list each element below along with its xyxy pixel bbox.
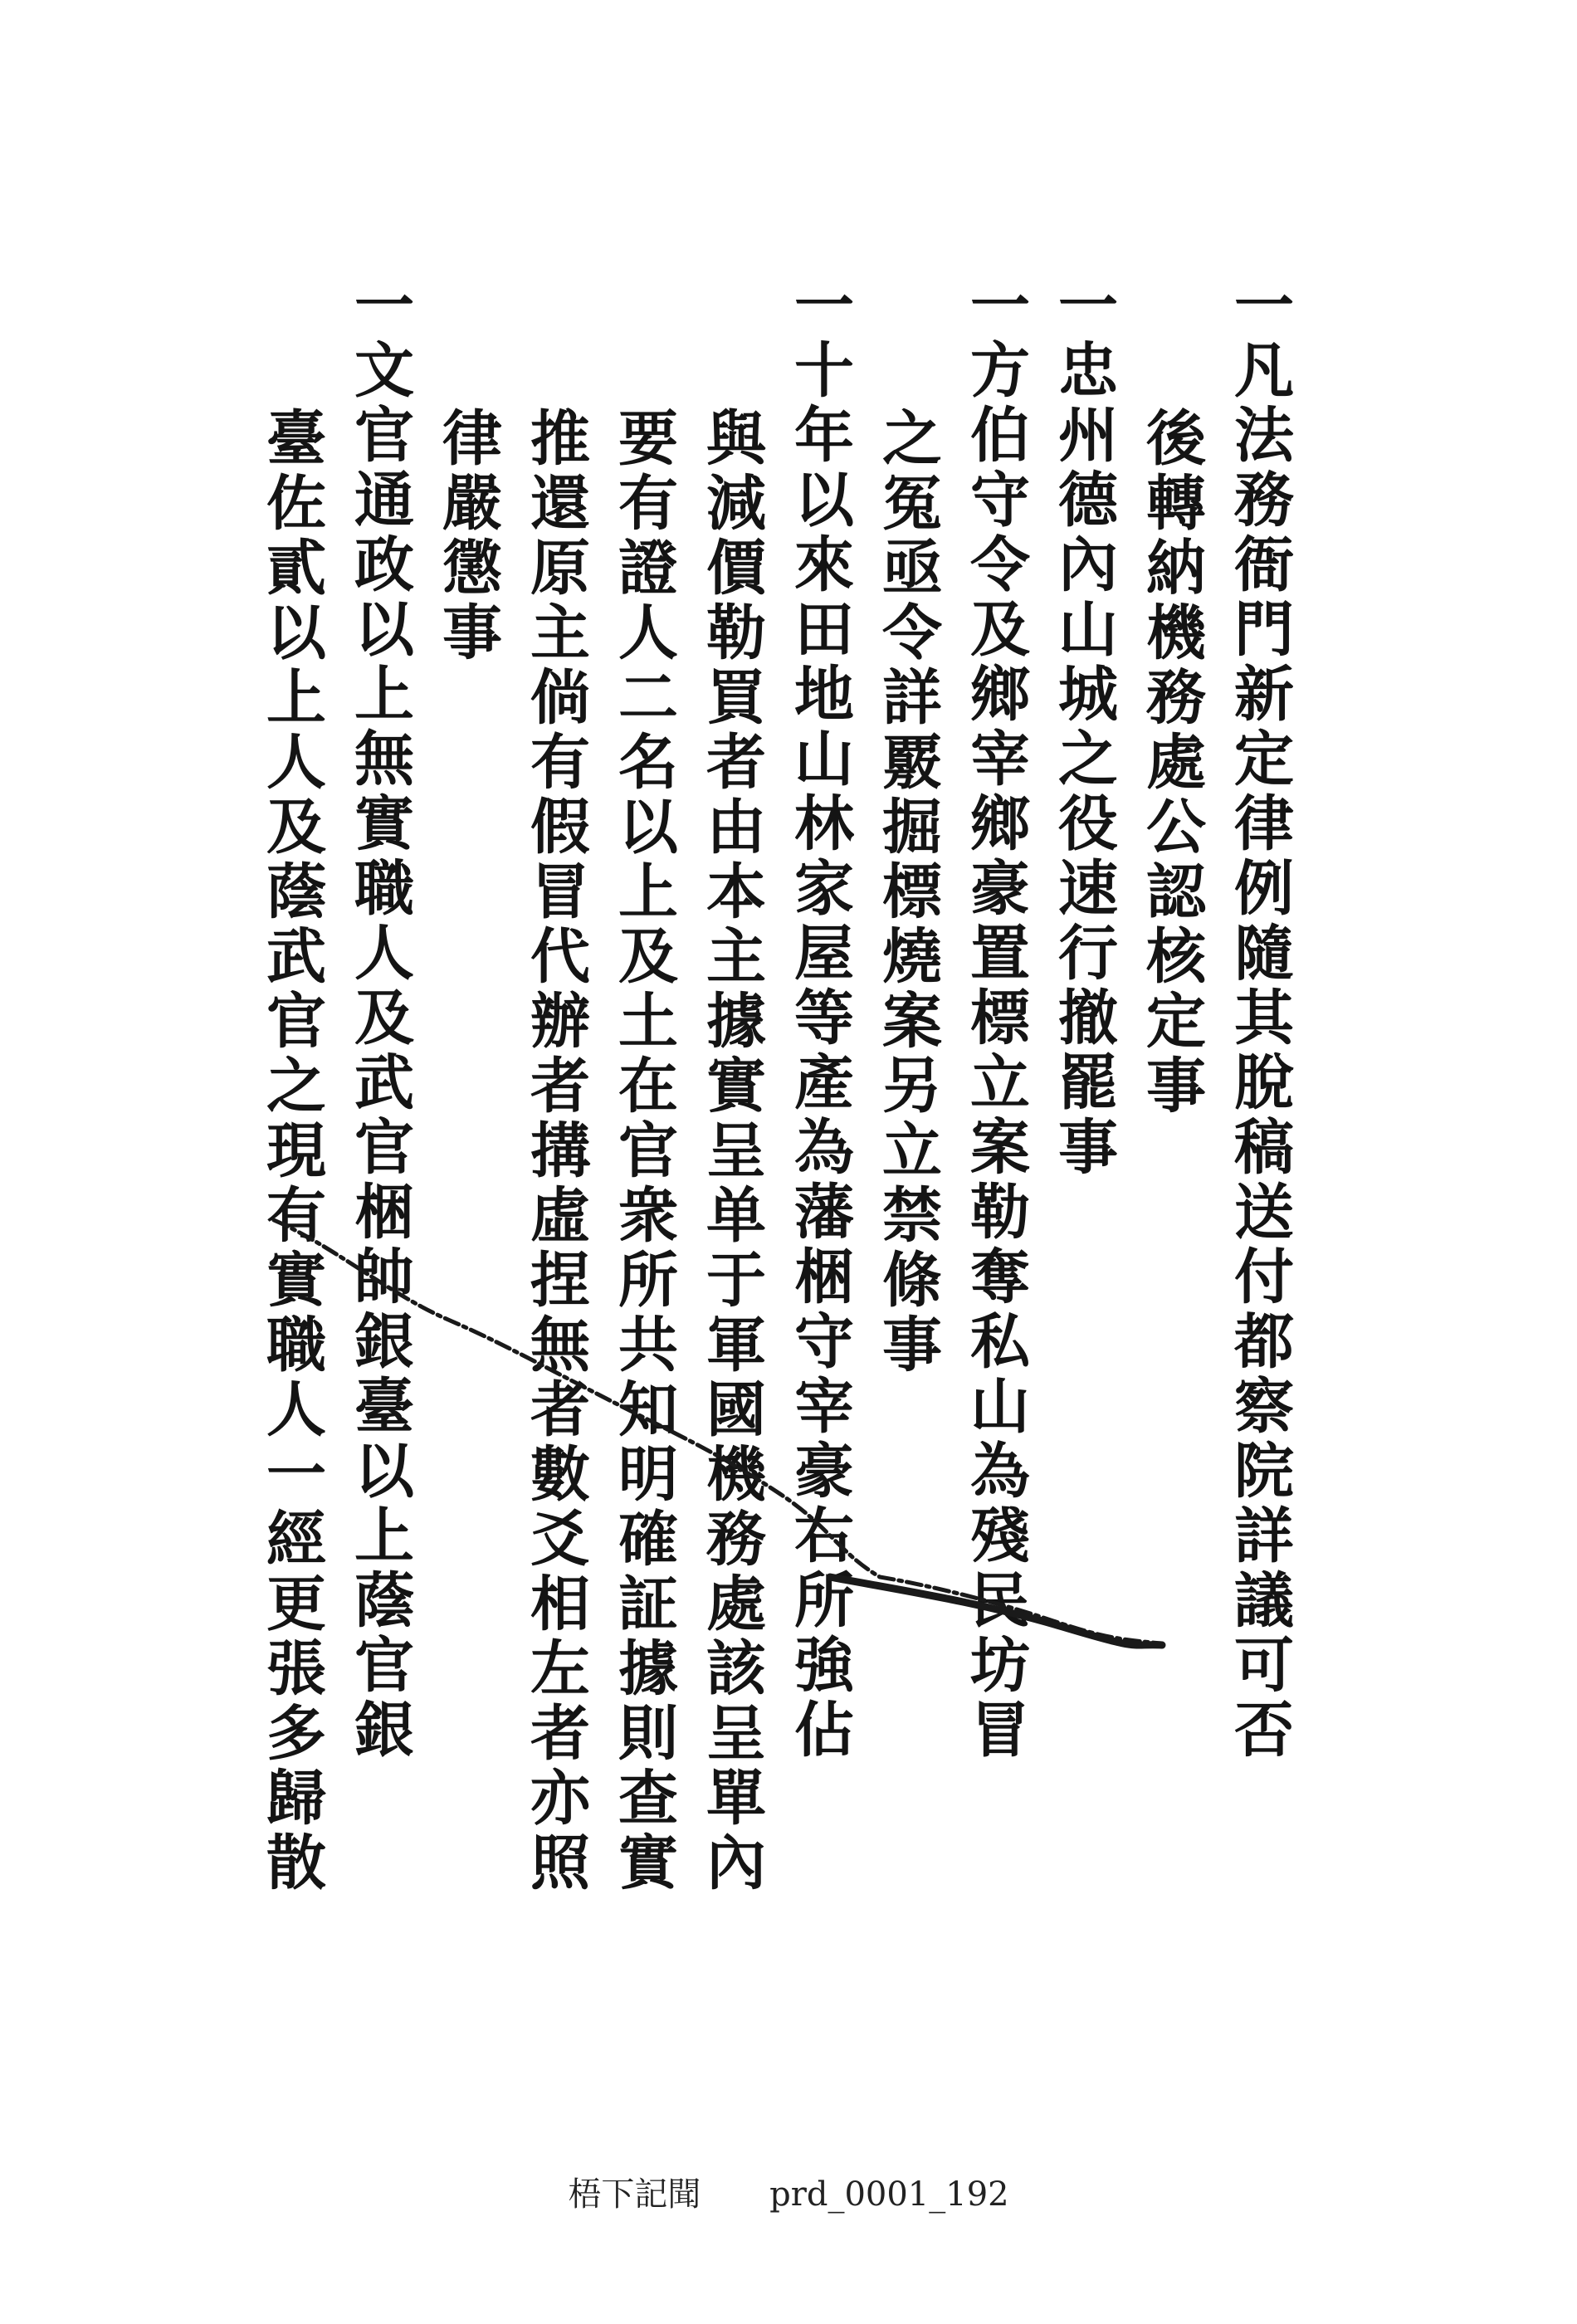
text-column: 要有證人二名以上及土在官衆所共知明確証據則查實 [608, 407, 679, 1896]
text-column: 後轉納機務處公認核定事 [1136, 407, 1207, 1119]
text-column: 一方伯守令及鄉宰鄉豪置標立案勒奪私山為殘民坊冒 [960, 274, 1031, 1763]
text-column: 一文官通政以上無實職人及武官梱帥銀臺以上蔭官銀 [344, 274, 415, 1763]
text-column: 推還原主倘有假冒代辦者搆虛捏無者數爻相左者亦照 [520, 407, 591, 1896]
page-footer [0, 2168, 1577, 2215]
text-column: 臺佐貳以上人及蔭武官之現有實職人一經更張多歸散 [256, 407, 327, 1896]
text-column: 律嚴懲事 [432, 407, 503, 666]
book-title: 梧下記聞 [568, 2175, 701, 2214]
text-column: 一忠州德內山城之役速行撤罷事 [1048, 274, 1119, 1180]
text-column: 與減價勒買者由本主據實呈单于軍國機務處該呈單內 [696, 407, 767, 1896]
text-column: 一十年以來田地山林家屋等產為藩梱守宰豪右所強佔 [784, 274, 855, 1763]
vertical-text-block [241, 274, 1303, 1896]
text-column: 一凡法務衙門新定律例隨其脫稿送付都察院詳議可否 [1224, 274, 1295, 1763]
text-column: 之冤亟令詳覈掘標燒案另立禁條事 [872, 407, 943, 1378]
page-identifier: prd_0001_192 [769, 2175, 1009, 2214]
